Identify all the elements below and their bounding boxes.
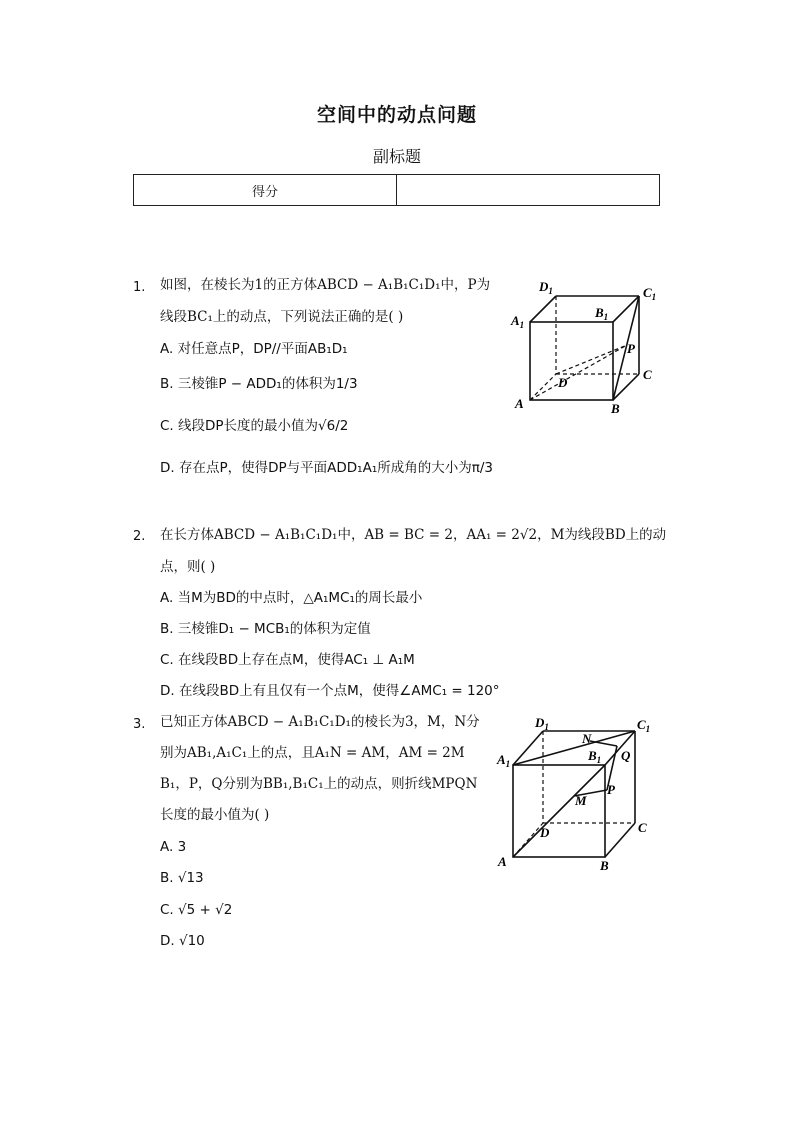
question-2-number: 2. <box>133 529 146 544</box>
label-B: B <box>611 401 620 416</box>
question-3-option-d[interactable]: D. √10 <box>160 933 205 949</box>
label-A1: $A_1$ <box>511 313 525 330</box>
label-N: N <box>582 731 592 746</box>
page-title: 空间中的动点问题 <box>316 104 477 126</box>
question-1-option-c[interactable]: C. 线段DP长度的最小值为√6/2 <box>160 418 349 434</box>
question-1-option-d[interactable]: D. 存在点P，使得DP与平面ADD₁A₁所成角的大小为π/3 <box>160 460 494 476</box>
question-2-option-d[interactable]: D. 在线段BD上有且仅有一个点M，使得∠AMC₁ = 120° <box>160 683 500 699</box>
label-Q: Q <box>621 748 631 763</box>
question-3-cube-figure <box>495 712 665 872</box>
label-M: M <box>575 793 587 808</box>
question-2-option-b[interactable]: B. 三棱锥D₁ − MCB₁的体积为定值 <box>160 621 371 637</box>
label-B1: $B_1$ <box>595 305 609 322</box>
label-B1: $B_1$ <box>588 748 602 765</box>
label-C: C <box>643 367 652 382</box>
score-value[interactable] <box>397 175 660 206</box>
question-3-option-a[interactable]: A. 3 <box>160 839 187 855</box>
question-1-stem-line-2: 线段BC₁上的动点，下列说法正确的是( ) <box>160 309 404 325</box>
question-2-stem-line-2: 点，则( ) <box>160 559 216 575</box>
label-P: P <box>607 782 615 797</box>
question-1-stem-line-1: 如图，在棱长为1的正方体ABCD − A₁B₁C₁D₁中，P为 <box>160 277 491 293</box>
question-2-option-a[interactable]: A. 当M为BD的中点时，△A₁MC₁的周长最小 <box>160 590 423 606</box>
question-1-number: 1. <box>133 280 146 295</box>
label-D: D <box>540 825 550 840</box>
score-table <box>133 174 660 206</box>
label-A1: $A_1$ <box>497 752 511 769</box>
label-D1: $D_1$ <box>539 279 553 296</box>
question-1-cube-figure <box>505 275 665 420</box>
label-P: P <box>627 341 635 356</box>
score-label: 得分 <box>134 175 397 206</box>
question-2-option-c[interactable]: C. 在线段BD上存在点M，使得AC₁ ⊥ A₁M <box>160 652 415 668</box>
label-A: A <box>515 396 524 411</box>
question-1-option-b[interactable]: B. 三棱锥P − ADD₁的体积为1/3 <box>160 376 358 392</box>
page-subtitle: 副标题 <box>372 147 421 166</box>
label-C1: $C_1$ <box>643 285 657 302</box>
question-3-option-c[interactable]: C. √5 + √2 <box>160 902 233 918</box>
question-3-stem-line-4: 长度的最小值为( ) <box>160 807 270 823</box>
label-B: B <box>600 858 609 872</box>
label-A: A <box>498 854 507 869</box>
question-2-stem-line-1: 在长方体ABCD − A₁B₁C₁D₁中，AB = BC = 2，AA₁ = 2√2，M为线段BD上的动 <box>160 527 667 543</box>
question-1-option-a[interactable]: A. 对任意点P，DP//平面AB₁D₁ <box>160 341 348 357</box>
label-C: C <box>638 820 647 835</box>
question-3-option-b[interactable]: B. √13 <box>160 870 204 886</box>
label-C1: $C_1$ <box>637 717 651 734</box>
question-3-number: 3. <box>133 717 146 732</box>
question-3-stem-line-1: 已知正方体ABCD − A₁B₁C₁D₁的棱长为3，M，N分 <box>160 714 480 730</box>
label-D: D <box>558 375 568 390</box>
label-D1: $D_1$ <box>535 715 549 732</box>
question-3-stem-line-3: B₁，P，Q分别为BB₁,B₁C₁上的动点，则折线MPQN <box>160 776 478 792</box>
question-3-stem-line-2: 别为AB₁,A₁C₁上的点，且A₁N = AM，AM = 2M <box>160 745 465 761</box>
